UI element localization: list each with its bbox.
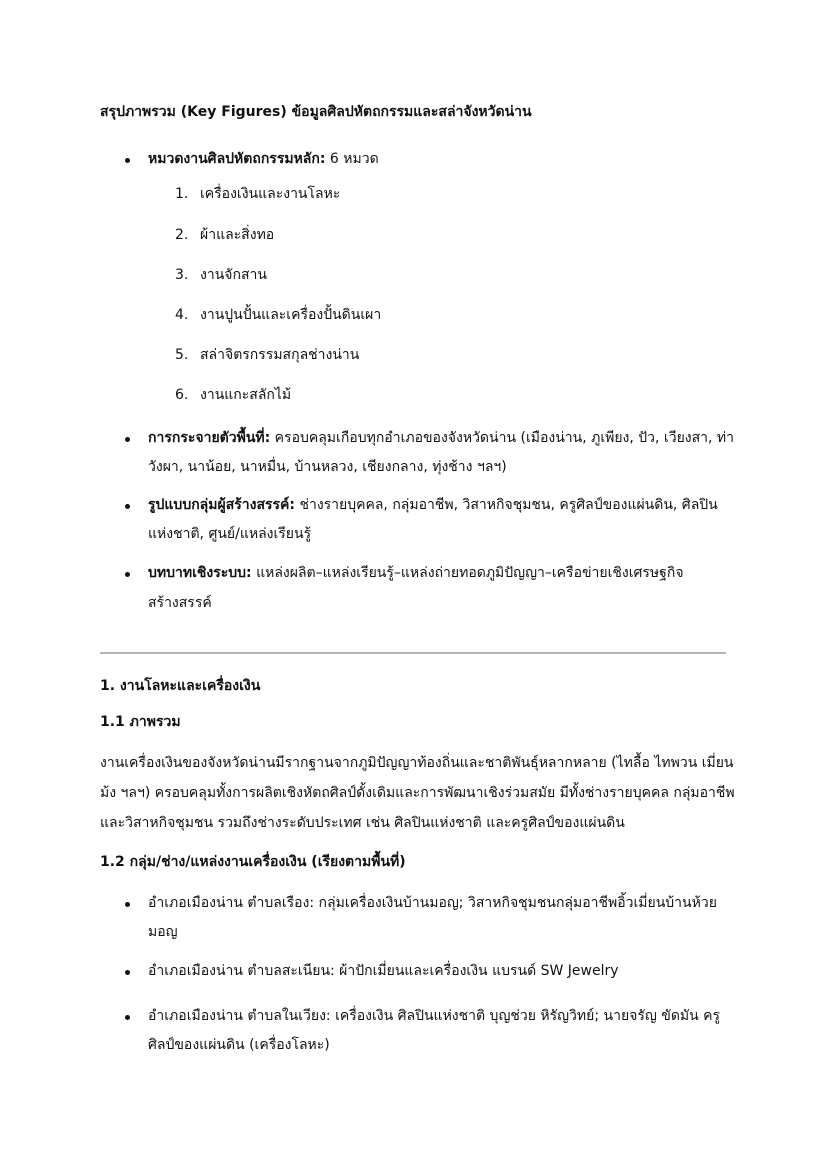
area-item-1-line-1: อำเภอเมืองน่าน ตำบลเรือง: กลุ่มเครื่องเงินบ้านมอญ; วิสาหกิจชุมชนกลุ่มอาชีพอิ้วเมี่ยนบ้านห้วย (148, 895, 717, 911)
overview-line-3: และวิสาหกิจชุมชน รวมถึงช่างระดับประเทศ เช่น ศิลปินแห่งชาติ และครูศิลป์ของแผ่นดิน (100, 815, 625, 831)
distribution-text: ครอบคลุมเกือบทุกอำเภอของจังหวัดน่าน (เมืองน่าน, ภูเพียง, ปัว, เวียงสา, ท่า (270, 430, 735, 446)
overview-line-2: ม้ง ฯลฯ) ครอบคลุมทั้งการผลิตเชิงหัตถศิลป์ดั้งเดิมและการพัฒนาเชิงร่วมสมัย มีทั้งช่างรายบุคคล กลุ่มอาชีพ (100, 785, 735, 801)
category-item-5 (175, 348, 359, 362)
system-role-line-1 (148, 566, 684, 580)
category-item-4 (175, 308, 381, 322)
item-number: 1. (175, 186, 189, 202)
category-item-1 (175, 187, 340, 201)
item-number: 4. (175, 307, 189, 323)
section-1-2-heading: 1.2 กลุ่ม/ช่าง/แหล่งงานเครื่องเงิน (เรียงตามพื้นที่) (100, 854, 406, 870)
category-item-3 (175, 268, 267, 282)
item-number: 6. (175, 387, 189, 403)
system-role-label: บทบาทเชิงระบบ: (148, 565, 252, 581)
section-1-heading: 1. งานโลหะและเครื่องเงิน (100, 678, 261, 694)
bullet-icon (125, 437, 130, 442)
creator-groups-text: ช่างรายบุคคล, กลุ่มอาชีพ, วิสาหกิจชุมชน, ครูศิลป์ของแผ่นดิน, ศิลปิน (295, 497, 718, 513)
category-item-6 (175, 388, 291, 402)
section-divider (100, 652, 726, 654)
distribution-line-1 (148, 431, 734, 445)
item-text: งานแกะสลักไม้ (200, 387, 292, 403)
distribution-line-2: วังผา, นาน้อย, นาหมื่น, บ้านหลวง, เชียงกลาง, ทุ่งช้าง ฯลฯ) (148, 459, 507, 475)
system-role-line-2: สร้างสรรค์ (148, 595, 212, 611)
area-item-3-line-1: อำเภอเมืองน่าน ตำบลในเวียง: เครื่องเงิน ศิลปินแห่งชาติ บุญช่วย หิรัญวิทย์; นายจรัญ ขัดมัน ครู (148, 1008, 721, 1024)
item-number: 5. (175, 347, 189, 363)
system-role-text: แหล่งผลิต–แหล่งเรียนรู้–แหล่งถ่ายทอดภูมิปัญญา–เครือข่ายเชิงเศรษฐกิจ (251, 565, 684, 581)
area-item-1-line-2: มอญ (148, 924, 178, 940)
bullet-icon (125, 504, 130, 509)
bullet-icon (125, 1015, 130, 1020)
creator-groups-line-1 (148, 498, 718, 512)
creator-groups-line-2: แห่งชาติ, ศูนย์/แหล่งเรียนรู้ (148, 526, 312, 542)
area-item-3-line-2: ศิลป์ของแผ่นดิน (เครื่องโลหะ) (148, 1037, 330, 1053)
category-item-2 (175, 228, 274, 242)
item-text: สล่าจิตรกรรมสกุลช่างน่าน (200, 347, 360, 363)
summary-title: สรุปภาพรวม (Key Figures) ข้อมูลศิลปหัตถกรรมและสล่าจังหวัดน่าน (100, 104, 532, 120)
item-text: ผ้าและสิ่งทอ (200, 227, 275, 243)
bullet-icon (125, 158, 130, 163)
bullet-icon (125, 970, 130, 975)
categories-label: หมวดงานศิลปหัตถกรรมหลัก: (148, 151, 326, 167)
item-number: 3. (175, 267, 189, 283)
section-1-1-heading: 1.1 ภาพรวม (100, 714, 181, 730)
bullet-icon (125, 572, 130, 577)
item-text: งานจักสาน (200, 267, 267, 283)
overview-line-1: งานเครื่องเงินของจังหวัดน่านมีรากฐานจากภูมิปัญญาท้องถิ่นและชาติพันธุ์หลากหลาย (ไทลื้อ ไทพวน เมี่ยน (100, 755, 734, 771)
area-item-2-line-1: อำเภอเมืองน่าน ตำบลสะเนียน: ผ้าปักเมี่ยนและเครื่องเงิน แบรนด์ SW Jewelry (148, 963, 619, 979)
distribution-label: การกระจายตัวพื้นที่: (148, 430, 271, 446)
categories-value: 6 หมวด (325, 151, 379, 167)
bullet-icon (125, 902, 130, 907)
item-text: เครื่องเงินและงานโลหะ (200, 186, 341, 202)
creator-groups-label: รูปแบบกลุ่มผู้สร้างสรรค์: (148, 497, 295, 513)
item-text: งานปูนปั้นและเครื่องปั้นดินเผา (200, 307, 382, 323)
categories-line (148, 152, 379, 166)
item-number: 2. (175, 227, 189, 243)
